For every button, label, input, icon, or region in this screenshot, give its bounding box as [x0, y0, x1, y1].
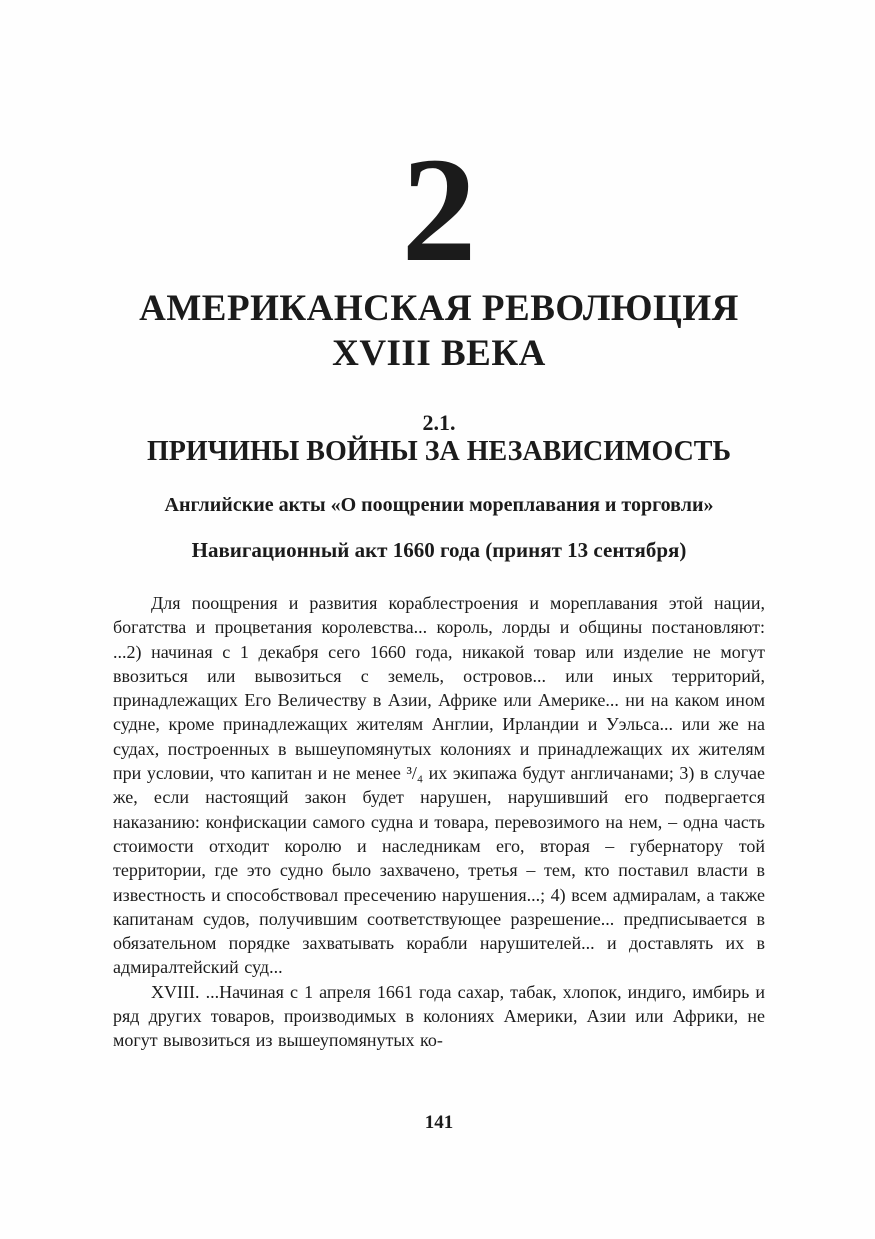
- document-heading: Навигационный акт 1660 года (принят 13 сентября): [191, 538, 687, 562]
- section-number: 2.1.: [422, 410, 456, 435]
- chapter-title-line2: XVIII ВЕКА: [332, 333, 546, 374]
- body-paragraph-1: Для поощрения и развития кораблестроения и мореплавания этой нации, богатства и процветания королевства... король, лорды и общины постановляют: ...2) начиная с 1 декабря сего 1660 года, никакой товар или изделие не могут ввозиться или вывозиться с земель, островов... или иных территорий, принадлежащих Его Величеству в Азии, Африке или Америке... ни на каком ином судне, кроме принадлежащих жителям Англии, Ирландии и Уэльса... или же на судах, построенных в вышеупомянутых колониях и принадлежащих их жителям при условии, что капитан и не менее ³/₄ их экипажа будут англичанами; 3) в случае же, если настоящий закон будет нарушен, нарушивший его подвергается наказанию: конфискации самого судна и товара, перевозимого на нем, – одна часть стоимости отходит королю и наследникам его, вторая – губернатору той территории, где это судно было захвачено, третья – тем, кто поставил власти в известность и способствовал пресечению нарушения...; 4) всем адмиралам, а также капитанам судов, получившим соответствующее разрешение... предписывается в обязательном порядке захватывать корабли нарушителей... и доставлять их в адмиралтейский суд...: [113, 593, 765, 978]
- chapter-title: [113, 286, 765, 376]
- acts-subtitle: Английские акты «О поощрении мореплавания и торговли»: [164, 494, 714, 516]
- page-number: 141: [424, 1112, 454, 1133]
- body-paragraph-2: XVIII. ...Начиная с 1 апреля 1661 года сахар, табак, хлопок, индиго, имбирь и ряд других товаров, производимых в колониях Америки, Азии или Африки, не могут вывозиться из вышеупомянутых ко-: [113, 981, 765, 1051]
- section-title: ПРИЧИНЫ ВОЙНЫ ЗА НЕЗАВИСИМОСТЬ: [147, 436, 731, 467]
- document-body: [113, 591, 765, 1053]
- chapter-number: 2: [401, 127, 477, 293]
- chapter-title-line1: АМЕРИКАНСКАЯ РЕВОЛЮЦИЯ: [139, 288, 739, 329]
